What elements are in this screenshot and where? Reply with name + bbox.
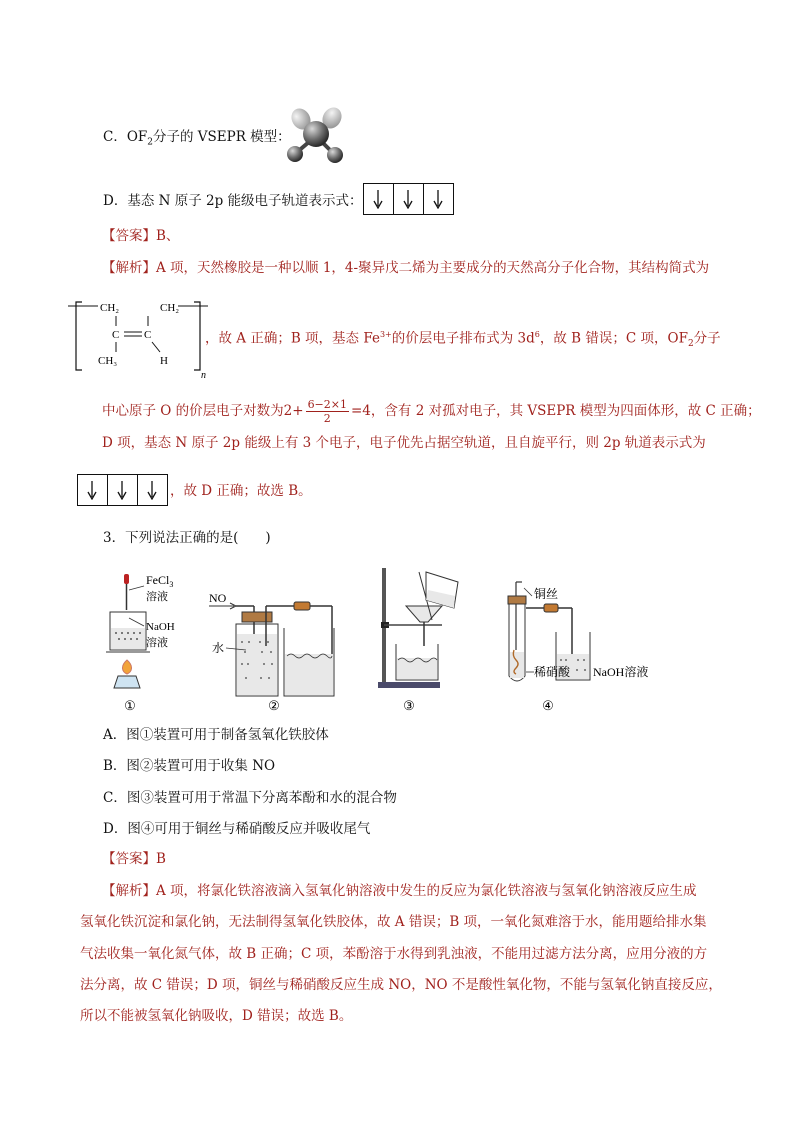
answer-value: B	[156, 851, 166, 867]
orbital-box	[364, 184, 393, 214]
orbital-box	[107, 475, 137, 505]
analysis-text: A 项，将氯化铁溶液滴入氢氧化钠溶液中发生的反应为氯化铁溶液与氢氧化钠溶液反应生成	[156, 883, 697, 899]
ch2-left-label: CH₂	[100, 302, 120, 314]
option-d-q3: D．图④可用于铜丝与稀硝酸反应并吸收尾气	[103, 821, 371, 837]
analysis-label: 【解析】	[102, 260, 156, 276]
vsepr-model-image	[284, 104, 352, 168]
no-gas-label: NO	[209, 591, 227, 605]
analysis-text: 分子	[693, 330, 721, 347]
copper-wire-label: 铜丝	[534, 587, 559, 601]
fraction-numerator: 6−2×1	[307, 398, 347, 411]
water-label: 水	[212, 641, 225, 655]
fraction-denominator: 2	[323, 412, 331, 425]
option-c-q3: C．图③装置可用于常温下分离苯酚和水的混合物	[103, 790, 397, 806]
orbital-box	[137, 475, 167, 505]
carbon-left-label: C	[112, 329, 120, 341]
analysis-2-line5: 所以不能被氢氧化钠吸收，D 错误；故选 B。	[80, 1008, 353, 1024]
answer-label: 【答案】	[102, 851, 156, 867]
question-3-stem: 3．下列说法正确的是( )	[103, 530, 271, 546]
naoh-label: NaOH	[146, 621, 175, 633]
down-arrow-icon	[373, 189, 383, 209]
down-arrow-icon	[117, 480, 127, 500]
down-arrow-icon	[403, 189, 413, 209]
figure-label-3: ③	[403, 698, 415, 713]
analysis-label: 【解析】	[102, 883, 156, 899]
down-arrow-icon	[433, 189, 443, 209]
analysis-text: ，故 B 错误；C 项，OF	[539, 330, 688, 347]
dropper-bulb	[124, 574, 129, 584]
down-arrow-icon	[147, 480, 157, 500]
figure-3	[378, 568, 458, 713]
analysis-1-line3	[102, 398, 761, 425]
analysis-1-line4: D 项，基态 N 原子 2p 能级上有 3 个电子，电子优先占据空轨道，且自旋平行，则 2p 轨道表示式为	[102, 435, 706, 451]
fraction-integer: 2+	[283, 403, 304, 419]
analysis-text: A 项，天然橡胶是一种以顺 1，4-聚异戊二烯为主要成分的天然高分子化合物，其结构简式为	[156, 260, 710, 276]
figure-2	[209, 591, 334, 713]
down-arrow-icon	[87, 480, 97, 500]
answer-label: 【答案】	[102, 228, 156, 244]
option-b: B．图②装置可用于收集 NO	[103, 758, 276, 774]
fraction	[306, 398, 349, 425]
analysis-text: =4，含有 2 对孤对电子，其 VSEPR 模型为四面体形，故 C 正确；	[351, 403, 761, 419]
naoh-solution-label: 溶液	[146, 637, 168, 649]
answer-2	[102, 849, 166, 869]
figure-label-2: ②	[268, 698, 280, 713]
naoh-solution-label-4: NaOH溶液	[593, 665, 649, 679]
apparatus-figures	[96, 568, 696, 718]
carbon-right-label: C	[144, 329, 152, 341]
analysis-1-line1	[102, 258, 709, 278]
analysis-2-line3: 气法收集一氧化氮气体，故 B 正确；C 项，苯酚溶于水得到乳浊液，不能用过滤方法分离，应用分液的方	[80, 946, 708, 962]
dilute-nitric-acid-label: 稀硝酸	[534, 665, 571, 679]
ch3-label: CH₃	[98, 355, 118, 367]
analysis-text: ，故 A 正确；B 项，基态 Fe	[205, 330, 380, 347]
superscript: 3+	[379, 330, 392, 339]
answer-1	[102, 226, 179, 246]
orbital-diagram-d	[363, 183, 454, 215]
superscript: 6	[534, 330, 540, 339]
orbital-diagram-answer	[77, 474, 168, 506]
subscript: 2	[687, 339, 694, 350]
option-c-text: C．OF	[103, 129, 148, 145]
option-d: D．基态 N 原子 2p 能级电子轨道表示式：	[103, 193, 363, 209]
subscript: 2	[147, 137, 153, 148]
orbital-box	[423, 184, 453, 214]
figure-label-1: ①	[124, 698, 136, 713]
answer-value: B、	[156, 228, 180, 244]
repeat-n-label: n	[201, 370, 206, 378]
fecl3-solution-label: 溶液	[146, 591, 168, 603]
figure-1	[106, 573, 175, 713]
polyisoprene-structure	[68, 292, 208, 378]
analysis-2-line2: 氢氧化铁沉淀和氯化钠，无法制得氢氧化铁胶体，故 A 错误；B 项，一氧化氮难溶于水，能用题给排水集	[80, 914, 707, 930]
ch2-right-label: CH₂	[160, 302, 180, 314]
orbital-box	[393, 184, 423, 214]
orbital-box	[78, 475, 107, 505]
figure-4	[508, 582, 648, 713]
figure-label-4: ④	[542, 698, 554, 713]
analysis-1-line2	[205, 325, 721, 354]
analysis-2-line4: 法分离，故 C 错误；D 项，铜丝与稀硝酸反应生成 NO，NO 不是酸性氧化物，不能与氢氧化钠直接反应，	[80, 977, 722, 993]
analysis-text: 中心原子 O 的价层电子对数为	[102, 403, 284, 419]
h-label: H	[160, 355, 168, 367]
fecl3-label: FeCl$_3$	[146, 573, 174, 589]
analysis-1-line5: ，故 D 正确；故选 B。	[170, 483, 312, 499]
analysis-text: 的价层电子排布式为 3d	[391, 330, 535, 347]
option-c	[103, 127, 291, 153]
option-a: A．图①装置可用于制备氢氧化铁胶体	[103, 727, 329, 743]
analysis-2-line1	[102, 881, 697, 901]
option-c-text-after: 分子的 VSEPR 模型：	[153, 129, 291, 145]
